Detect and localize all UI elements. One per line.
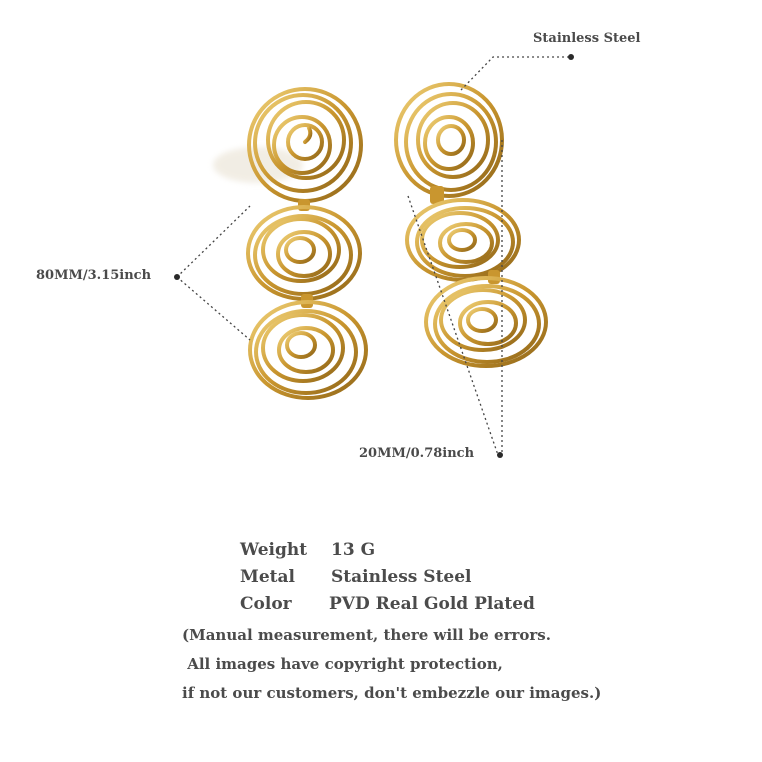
right-bottom-spiral [426, 278, 546, 366]
length-leader-bottom [177, 277, 250, 340]
spec-value: 13 G [331, 540, 376, 560]
left-middle-spiral [248, 207, 360, 299]
left-top-spiral [249, 89, 361, 201]
disclaimer-line: if not our customers, don't embezzle our images.) [182, 684, 602, 702]
right-top-spiral [396, 84, 502, 196]
spec-key: Weight [240, 540, 308, 560]
spec-value: Stainless Steel [331, 567, 472, 587]
disclaimer-line: (Manual measurement, there will be errors. [182, 626, 551, 644]
spec-key: Color [240, 594, 292, 614]
width-label: 20MM/0.78inch [359, 446, 475, 461]
left-bottom-spiral [250, 302, 366, 398]
length-leader-top [177, 206, 250, 277]
callout-lines [177, 57, 571, 455]
disclaimer-line: All images have copyright protection, [182, 655, 503, 673]
spec-key: Metal [240, 567, 295, 587]
length-label: 80MM/3.15inch [36, 268, 152, 283]
material-leader [461, 57, 571, 90]
spec-value: PVD Real Gold Plated [329, 594, 535, 614]
material-label: Stainless Steel [533, 31, 641, 46]
left-earring [213, 89, 366, 398]
